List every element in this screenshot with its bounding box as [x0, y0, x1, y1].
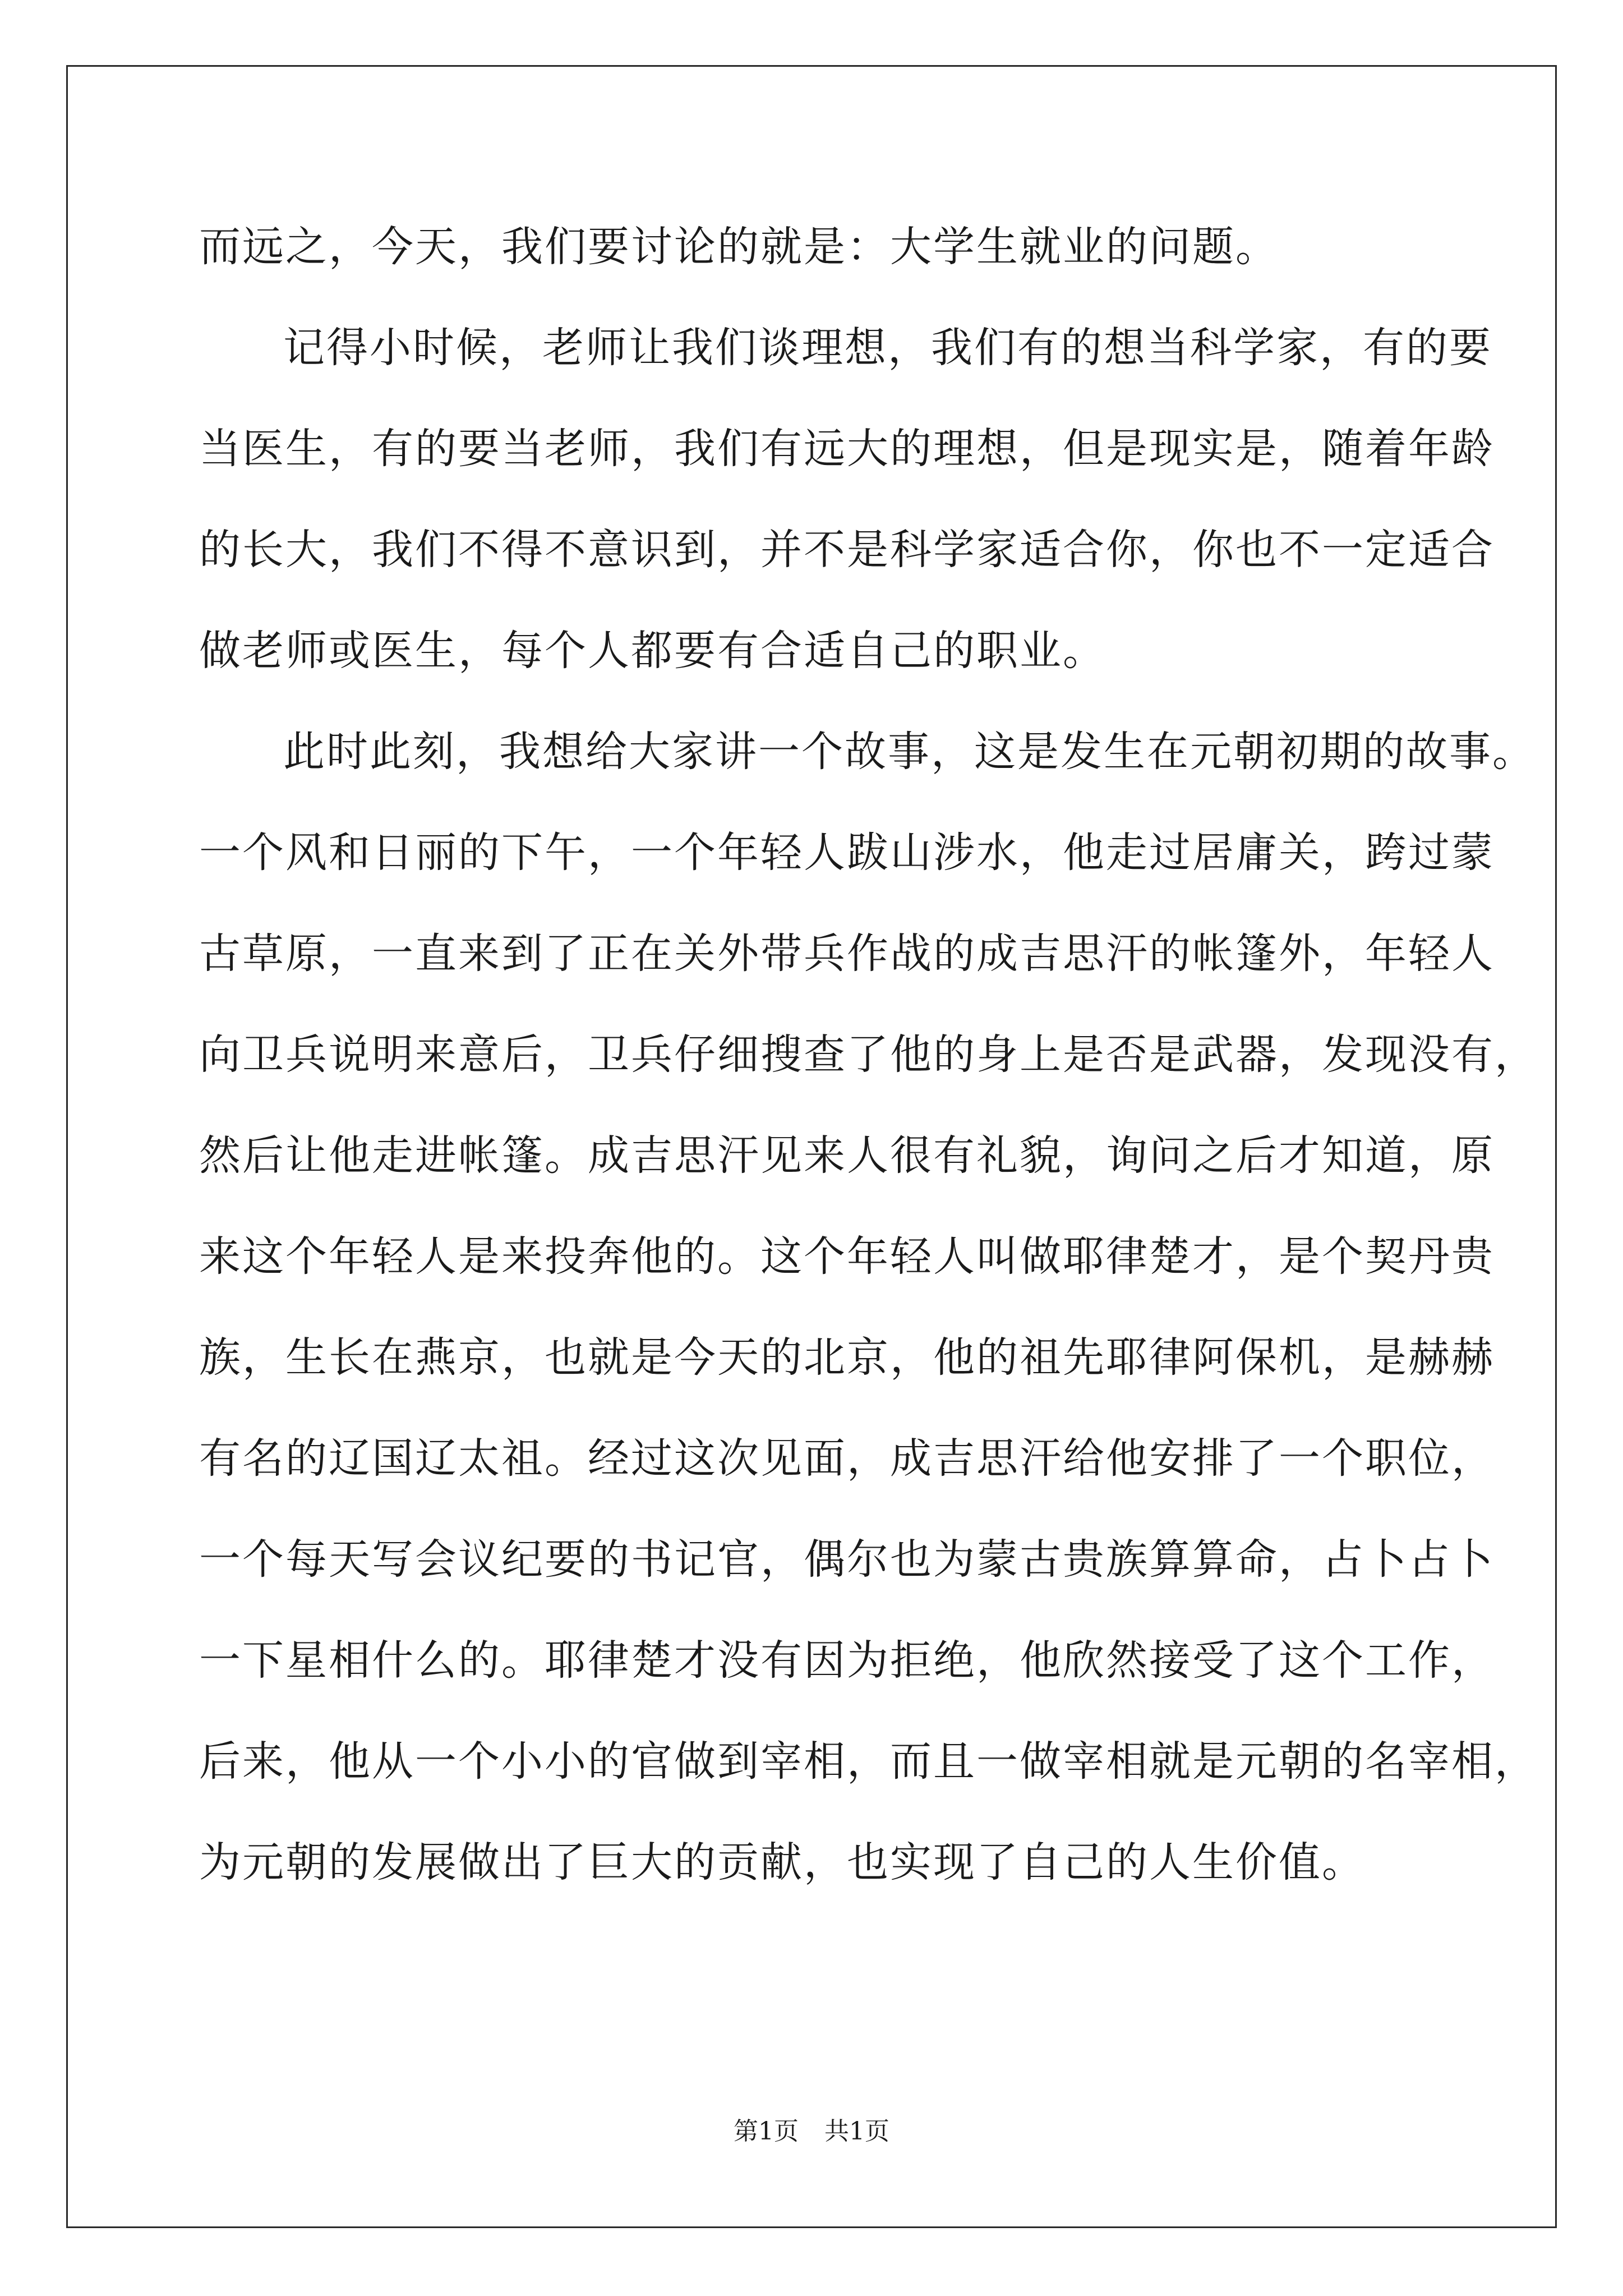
text-line: 一下星相什么的。耶律楚才没有因为拒绝，他欣然接受了这个工作， [199, 1636, 1495, 1685]
text-line: 为元朝的发展做出了巨大的贡献，也实现了自己的人生价值。 [199, 1838, 1365, 1887]
paragraph-start-line: 此时此刻，我想给大家讲一个故事，这是发生在元朝初期的故事。 [283, 728, 1536, 776]
text-line: 一个每天写会议纪要的书记官，偶尔也为蒙古贵族算算命，占卜占卜 [199, 1535, 1495, 1584]
text-line: 来这个年轻人是来投奔他的。这个年轻人叫做耶律楚才，是个契丹贵 [199, 1232, 1495, 1281]
page-footer [0, 2115, 1623, 2148]
text-line: 向卫兵说明来意后，卫兵仔细搜查了他的身上是否是武器，发现没有， [199, 1030, 1538, 1079]
text-line: 当医生，有的要当老师，我们有远大的理想，但是现实是，随着年龄 [199, 425, 1495, 473]
document-body [199, 213, 1538, 1930]
text-line: 做老师或医生，每个人都要有合适自己的职业。 [199, 627, 1106, 675]
paragraph-start-line: 记得小时候，老师让我们谈理想，我们有的想当科学家，有的要 [283, 324, 1492, 372]
page-number: 第1页 [734, 2117, 799, 2146]
text-line: 有名的辽国辽太祖。经过这次见面，成吉思汗给他安排了一个职位， [199, 1434, 1495, 1483]
text-line: 然后让他走进帐篷。成吉思汗见来人很有礼貌，询问之后才知道，原 [199, 1131, 1495, 1180]
text-line: 族，生长在燕京，也就是今天的北京，他的祖先耶律阿保机，是赫赫 [199, 1333, 1495, 1382]
text-line: 后来，他从一个小小的官做到宰相，而且一做宰相就是元朝的名宰相， [199, 1737, 1538, 1786]
page-total: 共1页 [824, 2117, 889, 2146]
text-line: 一个风和日丽的下午，一个年轻人跋山涉水，他走过居庸关，跨过蒙 [199, 829, 1495, 877]
text-line: 的长大，我们不得不意识到，并不是科学家适合你，你也不一定适合 [199, 526, 1495, 574]
text-line: 而远之，今天，我们要讨论的就是：大学生就业的问题。 [199, 223, 1279, 271]
text-line: 古草原，一直来到了正在关外带兵作战的成吉思汗的帐篷外，年轻人 [199, 930, 1495, 978]
